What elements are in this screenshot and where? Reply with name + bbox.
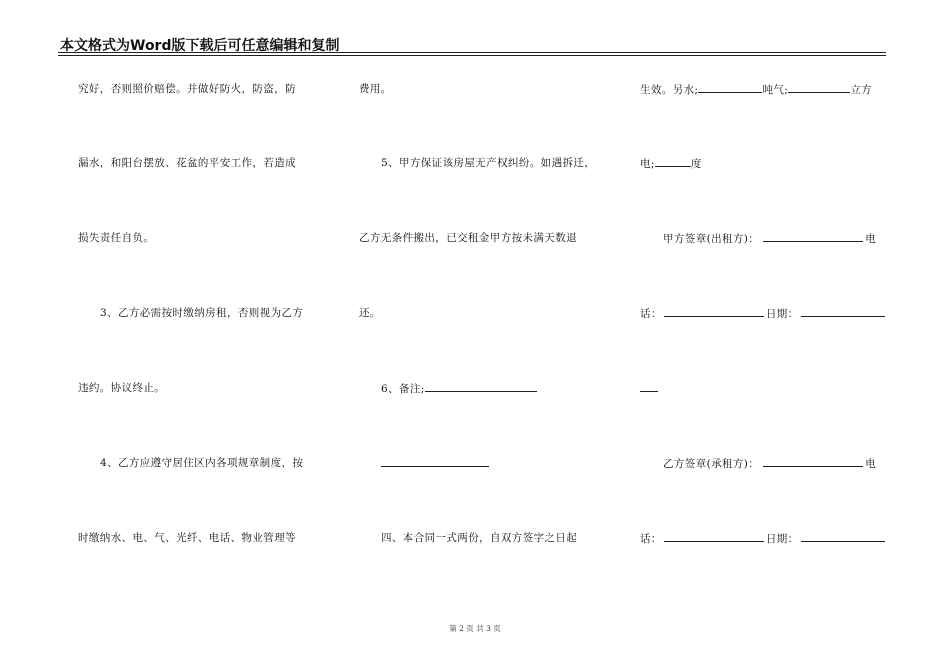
lessor-signature-blank[interactable]: [763, 230, 863, 242]
gas-blank[interactable]: [788, 81, 850, 93]
paragraph-line: 漏水，和阳台摆放、花盆的平安工作，若造成: [78, 157, 296, 169]
lessee-signature-blank[interactable]: [763, 455, 863, 467]
paragraph-line: 乙方无条件搬出，已交租金甲方按未满天数退: [359, 232, 577, 244]
kwh-unit-label: 度: [690, 158, 702, 170]
continuation-blank[interactable]: [640, 380, 658, 392]
page-header-title: 本文格式为Word版下载后可任意编辑和复制: [60, 38, 340, 54]
phone-label-part: 电: [865, 233, 877, 245]
utilities-line: [640, 81, 872, 97]
lessee-date-blank[interactable]: [801, 530, 885, 542]
lessor-phone-blank[interactable]: [664, 305, 764, 317]
text-column-2: [330, 0, 630, 672]
notes-line: [381, 380, 537, 396]
notes-blank[interactable]: [425, 380, 537, 392]
paragraph-line: 费用。: [359, 83, 392, 95]
lessor-date-blank[interactable]: [801, 305, 885, 317]
water-blank[interactable]: [698, 81, 762, 93]
electricity-blank[interactable]: [655, 155, 691, 167]
date-label: 日期：: [765, 308, 799, 320]
paragraph-line: 5、甲方保证该房屋无产权纠纷。如遇拆迁，: [381, 157, 596, 169]
paragraph-line: 违约。协议终止。: [78, 382, 166, 394]
lessor-signature-line: [663, 230, 876, 246]
paragraph-line: 4、乙方应遵守居住区内各项规章制度，按: [100, 457, 304, 469]
text-column-3: [630, 0, 890, 672]
lessor-phone-date-line: [640, 305, 885, 321]
notes-label: 6、备注;: [381, 383, 425, 395]
phone-label: 话：: [640, 533, 662, 545]
notes-blank-2[interactable]: [381, 455, 489, 467]
paragraph-line: 究好，否则照价赔偿。并做好防火，防盗，防: [78, 83, 296, 95]
phone-label: 话：: [640, 308, 662, 320]
paragraph-line: 还。: [359, 307, 381, 319]
lessee-signature-label: 乙方签章(承租方)：: [663, 458, 760, 470]
lessee-phone-blank[interactable]: [664, 530, 764, 542]
lessor-signature-label: 甲方签章(出租方)：: [663, 233, 760, 245]
paragraph-line: 损失责任自负。: [78, 232, 155, 244]
paragraph-line: 3、乙方必需按时缴纳房租，否则视为乙方: [100, 307, 304, 319]
electricity-line: [640, 155, 702, 171]
lessee-signature-line: [663, 455, 876, 471]
electricity-label: 电;: [640, 158, 655, 170]
phone-label-part: 电: [865, 458, 877, 470]
water-label: 生效。另水;: [640, 84, 699, 96]
cubic-unit-label: 立方: [850, 84, 872, 96]
notes-continuation-line: [381, 455, 489, 470]
signature-continuation-line: [640, 380, 658, 395]
lessee-phone-date-line: [640, 530, 885, 546]
gas-label: 吨气;: [762, 84, 789, 96]
paragraph-line: 四、本合同一式两份，自双方签字之日起: [381, 532, 578, 544]
text-column-1: [0, 0, 330, 672]
page-number-footer: 第 2 页 共 3 页: [449, 624, 501, 633]
date-label: 日期：: [765, 533, 799, 545]
paragraph-line: 时缴纳水、电、气、光纤、电话、物业管理等: [78, 532, 296, 544]
